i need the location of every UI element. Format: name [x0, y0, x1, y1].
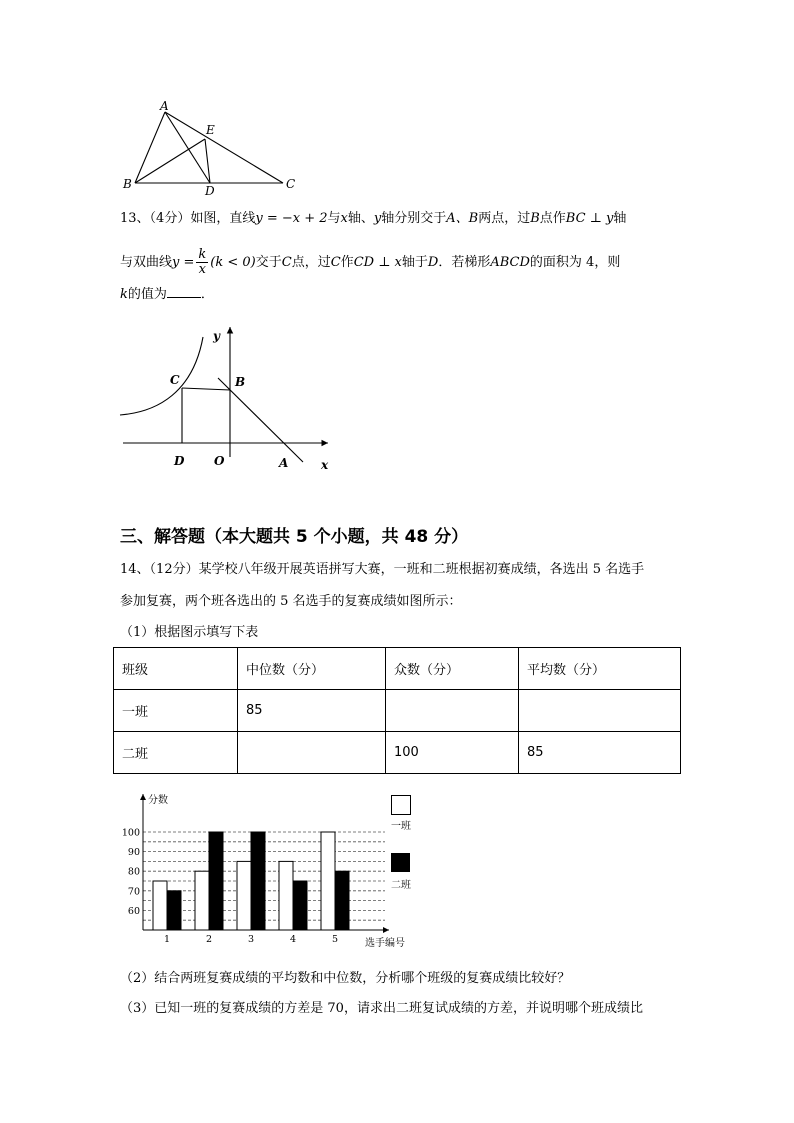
bar-class2 — [209, 832, 223, 930]
x-tick-label: 3 — [247, 934, 255, 945]
table-cell — [386, 690, 519, 732]
bar-class2 — [335, 871, 349, 930]
y-tick-label: 90 — [127, 847, 140, 859]
label-x: x — [321, 458, 329, 472]
q14-line2: 参加复赛，两个班各选出的 5 名选手的复赛成绩如图所示： — [120, 594, 462, 609]
section-title: 三、解答题（本大题共 5 个小题，共 48 分） — [120, 527, 469, 547]
label-y: y — [213, 329, 220, 343]
bar-class1 — [153, 881, 167, 930]
table-row — [114, 690, 681, 732]
q13-line1: 13、（4分）如图，直线y = −x + 2与x轴、y轴分别交于A、B两点，过B点作BC ⊥ y轴 — [120, 211, 627, 226]
y-axis-label: 分数 — [148, 795, 168, 806]
label-A: A — [279, 456, 289, 470]
score-bar-chart — [113, 788, 423, 954]
table-cell — [519, 690, 681, 732]
legend-label-class1: 一班 — [391, 821, 411, 832]
table-header-cell: 班级 — [114, 648, 238, 690]
legend-box-class1 — [391, 795, 411, 815]
table-header-cell: 众数（分） — [386, 648, 519, 690]
x-tick-label: 1 — [163, 934, 171, 945]
bar-class2 — [293, 881, 307, 930]
score-table — [113, 647, 681, 774]
y-tick-label: 100 — [121, 827, 140, 839]
table-cell: 85 — [519, 732, 681, 774]
bar-class1 — [195, 871, 209, 930]
table-cell: 100 — [386, 732, 519, 774]
y-tick-label: 80 — [127, 866, 140, 878]
bar-class1 — [279, 861, 293, 930]
q13-line2: 与双曲线y = $\frac{k}{x}$ (k < 0)交于C点，过C作CD ⊥ x轴于D．若梯形ABCD的面积为 4，则 — [120, 247, 621, 277]
label-D: D — [205, 184, 215, 198]
label-B: B — [235, 375, 246, 389]
label-O: O — [214, 454, 225, 468]
triangle-figure — [118, 98, 308, 198]
answer-blank — [167, 285, 201, 298]
bar-class1 — [321, 832, 335, 930]
table-header-row — [114, 648, 681, 690]
legend-label-class2: 二班 — [391, 880, 411, 891]
x-tick-label: 4 — [289, 934, 297, 945]
label-B: B — [123, 177, 132, 191]
table-header-cell: 平均数（分） — [519, 648, 681, 690]
q14-part3: （3）已知一班的复赛成绩的方差是 70，请求出二班复试成绩的方差，并说明哪个班成绩比 — [120, 1001, 643, 1016]
label-C: C — [286, 177, 296, 191]
x-tick-label: 5 — [331, 934, 339, 945]
label-C: C — [170, 373, 180, 387]
table-cell — [238, 732, 386, 774]
y-tick-label: 70 — [127, 886, 140, 898]
table-cell: 二班 — [114, 732, 238, 774]
y-tick-label: 60 — [127, 905, 140, 917]
x-axis-label: 选手编号 — [365, 938, 405, 949]
label-D: D — [174, 454, 185, 468]
q14-part1: （1）根据图示填写下表 — [120, 625, 259, 640]
table-row — [114, 732, 681, 774]
legend-box-class2 — [391, 853, 410, 872]
fraction-k-over-x: $\frac{k}{x}$ — [198, 247, 207, 277]
bar-class2 — [167, 891, 181, 930]
table-cell: 一班 — [114, 690, 238, 732]
bar-class2 — [251, 832, 265, 930]
label-A: A — [160, 99, 169, 113]
table-header-cell: 中位数（分） — [238, 648, 386, 690]
table-cell: 85 — [238, 690, 386, 732]
q13-line3: k的值为 ． — [120, 287, 214, 302]
coordinate-figure — [118, 322, 338, 477]
label-E: E — [206, 123, 215, 137]
x-tick-label: 2 — [205, 934, 213, 945]
q14-part2: （2）结合两班复赛成绩的平均数和中位数，分析哪个班级的复赛成绩比较好？ — [120, 971, 571, 986]
bar-class1 — [237, 861, 251, 930]
q14-line1: 14、（12分）某学校八年级开展英语拼写大赛，一班和二班根据初赛成绩，各选出 5 名选手 — [120, 562, 645, 577]
